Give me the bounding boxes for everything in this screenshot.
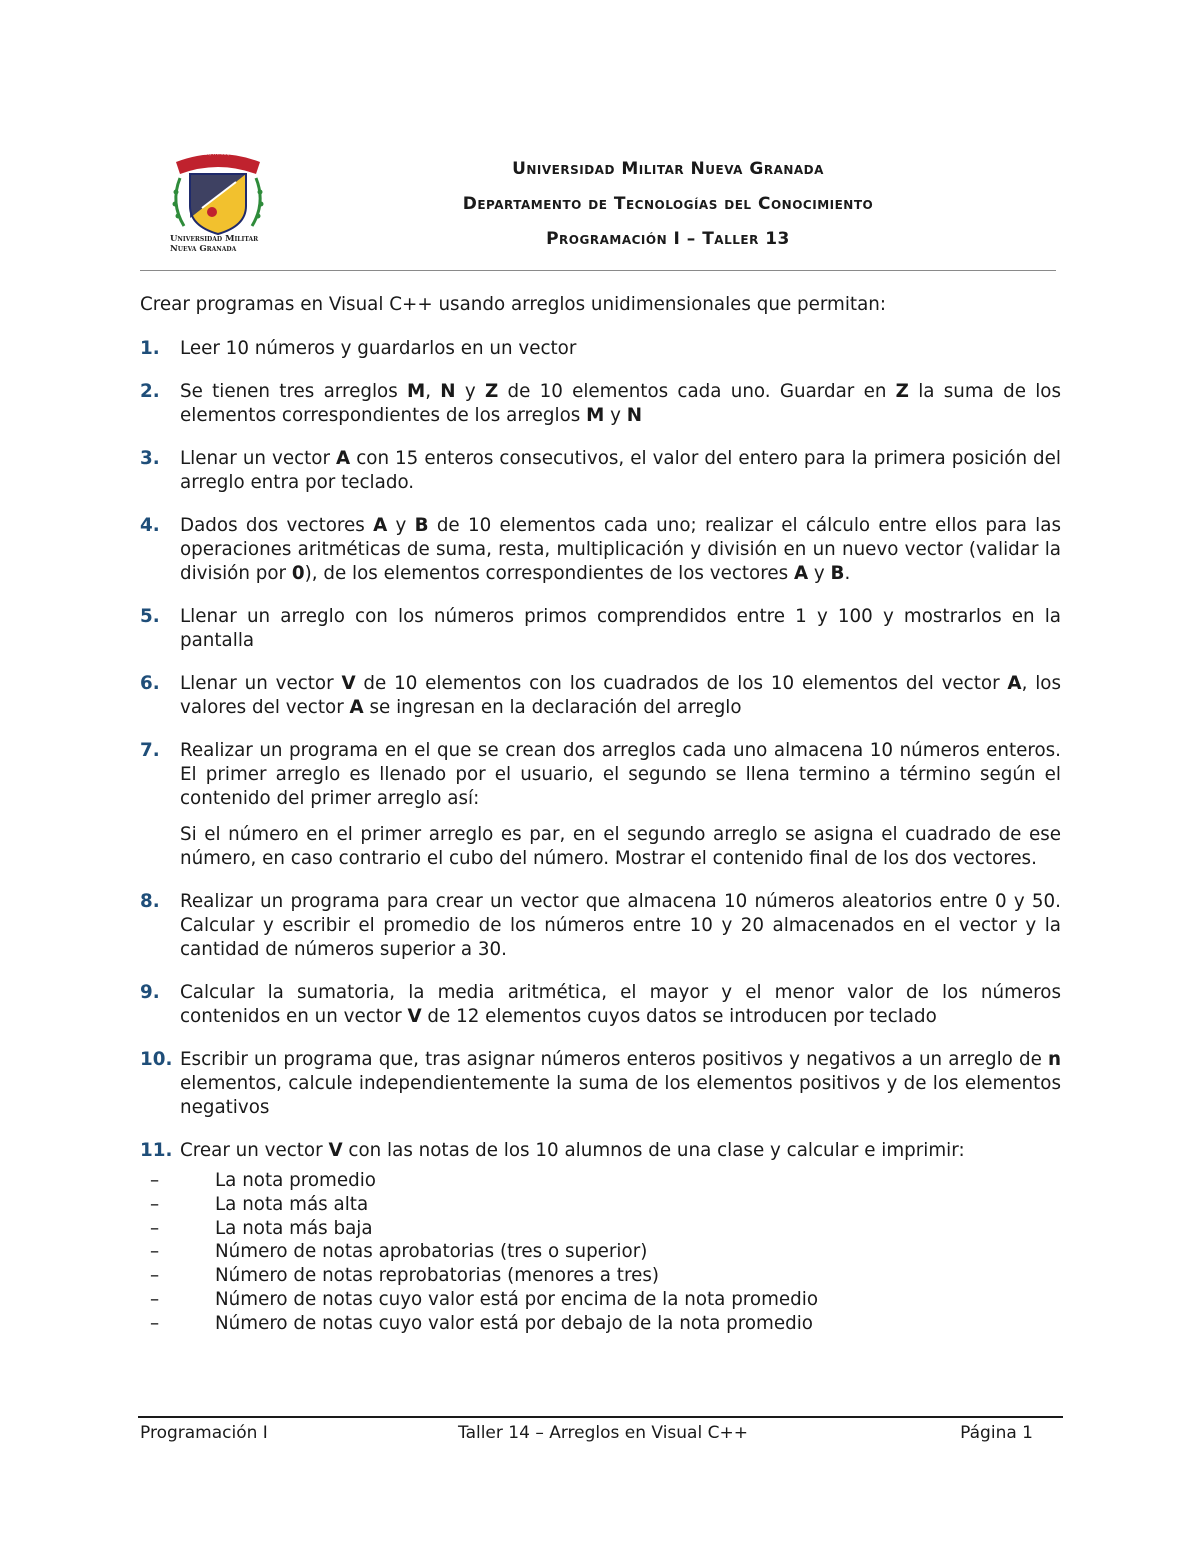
list-item <box>140 1288 1061 1312</box>
dash-bullet-icon: – <box>150 1312 160 1334</box>
exercise-text: Leer 10 números y guardarlos en un vector <box>180 338 577 359</box>
exercise-text: Crear un vector V con las notas de los 10 alumnos de una clase y calcular e imprimir: <box>180 1140 965 1161</box>
exercise-item <box>140 1048 1061 1120</box>
exercise-text: Realizar un programa en el que se crean dos arreglos cada uno almacena 10 números enteros. El primer arreglo es llenado por el usuario, el segundo se llena termino a término según el contenido del primer arreglo así: <box>180 740 1061 809</box>
logo-caption <box>170 234 270 254</box>
footer-course: Programación I <box>140 1423 268 1443</box>
exercise-item <box>140 514 1061 586</box>
exercise-item <box>140 739 1061 871</box>
list-item <box>140 1264 1061 1288</box>
list-item <box>140 1312 1061 1336</box>
exercise-number: 11. <box>140 1140 173 1161</box>
logo-banner-text: CIENCIA, PATRIA, FAMILIA <box>191 151 249 156</box>
exercise-item <box>140 890 1061 962</box>
bullet-text: Número de notas cuyo valor está por encima de la nota promedio <box>215 1288 819 1310</box>
logo-caption-line2: Nueva Granada <box>170 244 237 254</box>
exercise-number: 1. <box>140 338 160 359</box>
dash-bullet-icon: – <box>150 1241 160 1263</box>
footer-title: Taller 14 – Arreglos en Visual C++ <box>458 1423 748 1443</box>
exercise-item <box>140 337 1061 361</box>
course-title: Programación I – Taller 13 <box>546 229 790 249</box>
page-footer <box>138 1416 1063 1450</box>
bullet-text: Número de notas reprobatorias (menores a tres) <box>215 1265 659 1287</box>
exercise-item <box>140 981 1061 1029</box>
exercise-number: 4. <box>140 515 160 536</box>
exercise-number: 7. <box>140 740 160 761</box>
document-header <box>140 140 1056 271</box>
exercise-item <box>140 380 1061 428</box>
exercise-item <box>140 447 1061 495</box>
exercise-number: 6. <box>140 673 160 694</box>
list-item <box>140 1193 1061 1217</box>
footer-page-number: Página 1 <box>960 1423 1033 1443</box>
exercise-subtext: Si el número en el primer arreglo es par, en el segundo arreglo se asigna el cuadrado de ese número, en caso contrario el cubo del número. Mostrar el contenido final de los dos vectores. <box>180 824 1061 869</box>
list-item <box>140 1217 1061 1241</box>
list-item <box>140 1169 1061 1193</box>
department-name: Departamento de Tecnologías del Conocimiento <box>462 194 874 214</box>
exercise-number: 8. <box>140 891 160 912</box>
exercise-text: Llenar un vector A con 15 enteros consecutivos, el valor del entero para la primera posición del arreglo entra por teclado. <box>180 448 1061 493</box>
exercise-text: Dados dos vectores A y B de 10 elementos cada uno; realizar el cálculo entre ellos para las operaciones aritméticas de suma, resta, multiplicación y división en un nuevo vector (validar la división por 0), de los elementos correspondientes de los vectores A y B. <box>180 515 1061 584</box>
header-titles <box>280 158 1056 263</box>
exercise-number: 9. <box>140 982 160 1003</box>
exercise-text: Llenar un vector V de 10 elementos con los cuadrados de los 10 elementos del vector A, los valores del vector A se ingresan en la declaración del arreglo <box>180 673 1061 718</box>
exercise-item <box>140 605 1061 653</box>
exercise-text: Escribir un programa que, tras asignar números enteros positivos y negativos a un arreglo de n elementos, calcule independientemente la suma de los elementos positivos y de los elementos negativos <box>180 1049 1061 1118</box>
exercise-item <box>140 672 1061 720</box>
bullet-text: La nota más baja <box>215 1217 373 1239</box>
exercise-item <box>140 1139 1061 1336</box>
bullet-text: Número de notas cuyo valor está por debajo de la nota promedio <box>215 1312 813 1334</box>
exercise-text: Realizar un programa para crear un vector que almacena 10 números aleatorios entre 0 y 50. Calcular y escribir el promedio de los números entre 10 y 20 almacenados en el vector y la cantidad de números superior a 30. <box>180 891 1061 960</box>
dash-bullet-icon: – <box>150 1288 160 1310</box>
intro-paragraph: Crear programas en Visual C++ usando arreglos unidimensionales que permitan: <box>140 294 887 315</box>
list-item <box>140 1240 1061 1264</box>
exercise-number: 5. <box>140 606 160 627</box>
dash-bullet-icon: – <box>150 1217 160 1239</box>
bullet-text: Número de notas aprobatorias (tres o superior) <box>215 1241 648 1263</box>
bullet-text: La nota más alta <box>215 1193 369 1215</box>
dash-bullet-icon: – <box>150 1170 160 1191</box>
exercise-bullet-list <box>140 1169 1061 1336</box>
document-body <box>140 293 1061 1355</box>
university-name: Universidad Militar Nueva Granada <box>512 159 824 179</box>
bullet-text: La nota promedio <box>215 1170 376 1191</box>
exercise-list <box>140 337 1061 1336</box>
exercise-number: 10. <box>140 1049 173 1070</box>
dash-bullet-icon: – <box>150 1265 160 1287</box>
dash-bullet-icon: – <box>150 1193 160 1215</box>
exercise-number: 2. <box>140 381 160 402</box>
logo-caption-line1: Universidad Militar <box>170 234 259 244</box>
exercise-text: Calcular la sumatoria, la media aritmética, el mayor y el menor valor de los números contenidos en un vector V de 12 elementos cuyos datos se introducen por teclado <box>180 982 1061 1027</box>
exercise-number: 3. <box>140 448 160 469</box>
exercise-text: Se tienen tres arreglos M, N y Z de 10 elementos cada uno. Guardar en Z la suma de los elementos correspondientes de los arreglos M y N <box>180 381 1062 426</box>
exercise-text: Llenar un arreglo con los números primos comprendidos entre 1 y 100 y mostrarlos en la pantalla <box>180 606 1061 651</box>
